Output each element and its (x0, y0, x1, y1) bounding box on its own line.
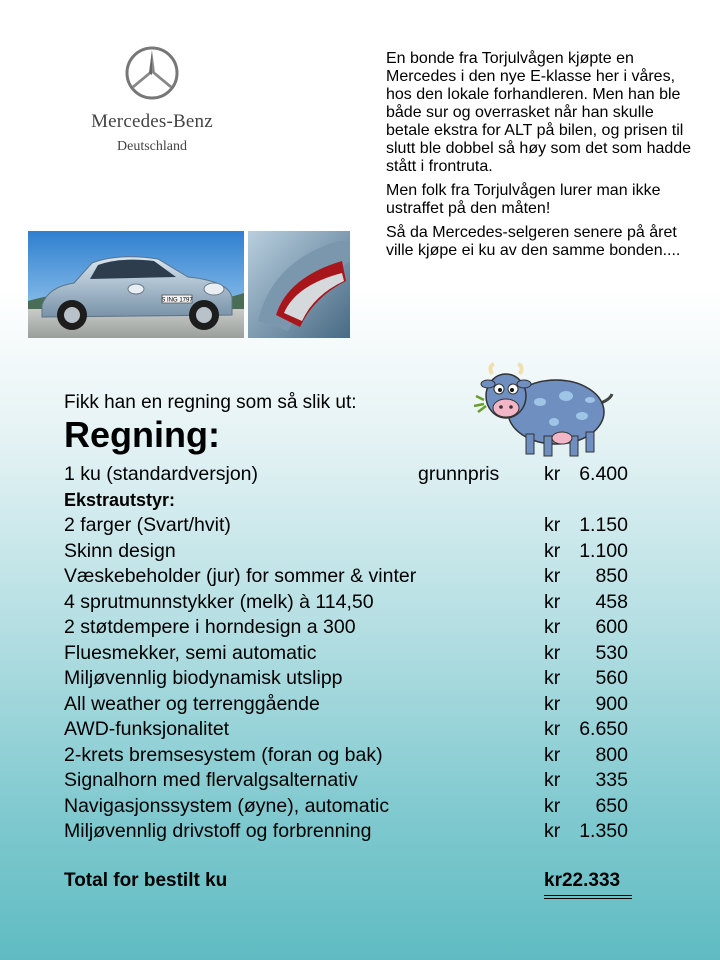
invoice-line (64, 615, 644, 641)
total-amount: kr22.333 (544, 870, 632, 899)
story-paragraph: En bonde fra Torjulvågen kjøpte en Mercedes i den nye E-klasse her i våres, hos den lokale forhandleren. Men han ble både sur og overrasket når han skulle betale ekstra for ALT på bilen, og prisen til slutt ble dobbel så høy som det som hadde stått i frontruta. (386, 50, 692, 175)
line-label: Signalhorn med flervalgsalternativ (64, 769, 358, 791)
taillight-photo (248, 231, 350, 338)
mercedes-logo (82, 45, 222, 155)
total-label: Total for bestilt ku (64, 870, 228, 891)
line-currency: kr (544, 616, 561, 638)
line-label: 2 støtdempere i horndesign a 300 (64, 616, 356, 638)
brand-name: Mercedes-Benz (91, 111, 213, 132)
line-currency: kr (544, 718, 561, 740)
line-currency: kr (544, 539, 561, 562)
line-amount: 850 (595, 565, 628, 587)
line-currency: kr (544, 667, 561, 689)
line-currency: kr (544, 692, 561, 715)
line-amount: 560 (595, 667, 628, 689)
line-label: All weather og terrenggående (64, 692, 320, 715)
invoice-line (64, 717, 644, 743)
line-currency: kr (544, 590, 561, 613)
line-label: 2 farger (Svart/hvit) (64, 514, 231, 536)
invoice-total-row (64, 870, 644, 898)
line-label: Navigasjonssystem (øyne), automatic (64, 794, 390, 817)
line-label: Fluesmekker, semi automatic (64, 641, 317, 664)
line-amount: 600 (595, 616, 628, 638)
line-label: Miljøvennlig drivstoff og forbrenning (64, 820, 372, 842)
invoice-line (64, 462, 644, 488)
line-amount: 800 (595, 743, 628, 766)
mercedes-star-icon (124, 45, 180, 101)
car-photo (28, 231, 244, 338)
line-amount: 1.350 (579, 820, 628, 842)
line-amount: 900 (595, 692, 628, 715)
line-amount: 1.150 (579, 514, 628, 536)
cow-illustration (470, 360, 620, 460)
invoice-line (64, 768, 644, 794)
story-text (386, 50, 698, 266)
line-amount: 530 (595, 641, 628, 664)
invoice-line (64, 819, 644, 845)
invoice-intro: Fikk han en regning som så slik ut: (64, 392, 357, 413)
line-amount: 6.650 (579, 718, 628, 740)
line-amount: 458 (595, 590, 628, 613)
line-currency: kr (544, 641, 561, 664)
line-currency: kr (544, 743, 561, 766)
invoice-line (64, 590, 644, 616)
license-plate: S ING 1797 (161, 297, 193, 304)
line-label: 4 sprutmunnstykker (melk) à 114,50 (64, 590, 374, 613)
line-note: grunnpris (418, 463, 500, 485)
story-paragraph: Så da Mercedes-selgeren senere på året ville kjøpe ei ku av den samme bonden.... (386, 224, 681, 259)
section-heading (64, 488, 644, 514)
invoice-heading: Regning: (64, 414, 220, 455)
invoice-line (64, 692, 644, 718)
invoice-line (64, 539, 644, 565)
line-amount: 650 (595, 794, 628, 817)
line-currency: kr (544, 769, 561, 791)
invoice-line (64, 743, 644, 769)
line-label: AWD-funksjonalitet (64, 718, 230, 740)
line-label: Skinn design (64, 539, 176, 562)
line-label: Ekstrautstyr: (64, 489, 176, 510)
line-currency: kr (544, 514, 561, 536)
invoice-lines (64, 462, 644, 845)
line-label: 2-krets bremsesystem (foran og bak) (64, 743, 383, 766)
line-label: 1 ku (standardversjon) (64, 463, 259, 485)
story-paragraph: Men folk fra Torjulvågen lurer man ikke ustraffet på den måten! (386, 182, 661, 217)
line-label: Miljøvennlig biodynamisk utslipp (64, 667, 343, 689)
line-amount: 335 (595, 769, 628, 791)
invoice-line (64, 513, 644, 539)
invoice-line (64, 564, 644, 590)
line-currency: kr (544, 463, 561, 485)
line-amount: 6.400 (579, 463, 628, 485)
brand-country: Deutschland (117, 139, 187, 154)
invoice-line (64, 641, 644, 667)
line-amount: 1.100 (579, 539, 628, 562)
invoice-line (64, 666, 644, 692)
line-currency: kr (544, 565, 561, 587)
line-label: Væskebeholder (jur) for sommer & vinter (64, 565, 417, 587)
line-currency: kr (544, 820, 561, 842)
line-currency: kr (544, 794, 561, 817)
invoice-line (64, 794, 644, 820)
